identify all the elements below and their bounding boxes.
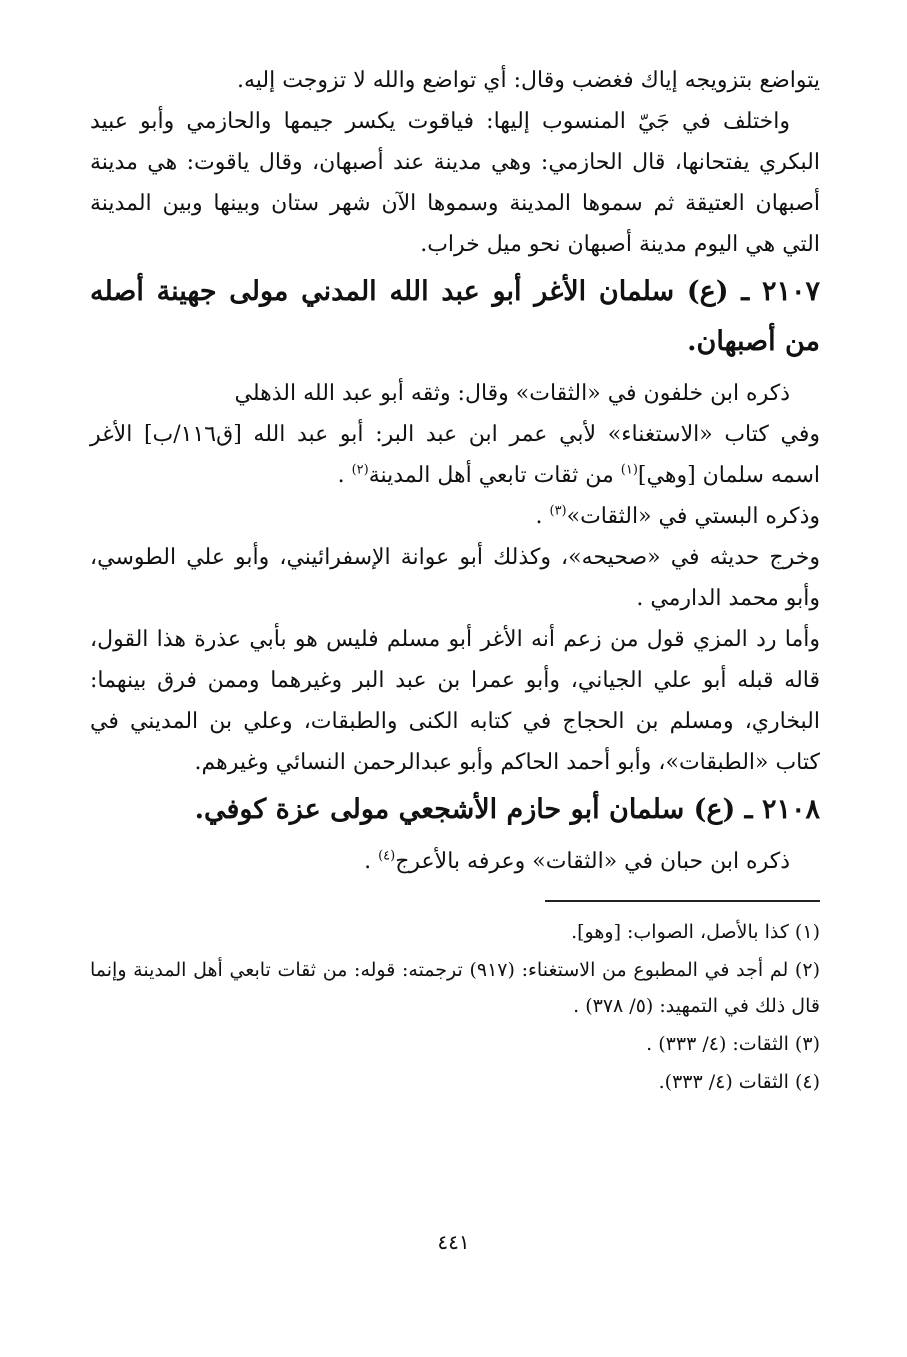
footnote-ref-4: (٤) <box>378 848 396 864</box>
paragraph-sahih: وخرج حديثه في «صحيحه»، وكذلك أبو عوانة الإسفرائيني، وأبو علي الطوسي، وأبو محمد الدارمي . <box>90 545 820 611</box>
istighna-text-a: وفي كتاب «الاستغناء» لأبي عمر ابن عبد البر: أبو عبد الله [ق١١٦/ب] الأغر اسمه سلمان [وهي] <box>90 422 820 488</box>
footnote-ref-2: (٢) <box>351 462 369 478</box>
paragraph-continuation: يتواضع بتزويجه إياك فغضب وقال: أي تواضع والله لا تزوجت إليه. <box>236 68 820 93</box>
paragraph-jay-location: واختلف في جَيّ المنسوب إليها: فياقوت يكسر جيمها والحازمي وأبو عبيد البكري يفتحانها، قال الحازمي: وهي مدينة عند أصبهان، وقال ياقوت: هي مدينة أصبهان العتيقة ثم سموها المدينة وسموها الآن شهر ستان وبينها وبين المدينة التي هي اليوم مدينة أصبهان نحو ميل خراب. <box>90 109 820 257</box>
ibn-hibban-text-a: ذكره ابن حبان في «الثقات» وعرفه بالأعرج <box>395 849 790 874</box>
busti-text-b: . <box>535 504 550 529</box>
paragraph-busti <box>90 496 820 537</box>
footnote-ref-1: (١) <box>620 462 638 478</box>
entry-heading-2107: ٢١٠٧ ـ (ع) سلمان الأغر أبو عبد الله المدني مولى جهينة أصله من أصبهان. <box>90 276 820 357</box>
paragraph-istighna <box>90 414 820 496</box>
footnote-ref-3: (٣) <box>549 503 567 519</box>
footnote-3: (٣) الثقات: (٤/ ٣٣٣) . <box>646 1033 820 1055</box>
paragraph-ibn-hibban <box>90 841 820 882</box>
footnote-divider <box>545 900 820 902</box>
paragraph-ibn-khalfun: ذكره ابن خلفون في «الثقات» وقال: وثقه أبو عبد الله الذهلي <box>234 381 790 406</box>
book-page <box>90 60 820 1320</box>
istighna-text-b: من ثقات تابعي أهل المدينة <box>368 463 621 488</box>
istighna-text-c: . <box>337 463 352 488</box>
page-number: ٤٤١ <box>437 1230 470 1254</box>
ibn-hibban-text-b: . <box>364 849 379 874</box>
footnote-2: (٢) لم أجد في المطبوع من الاستغناء: (٩١٧) ترجمته: قوله: من ثقات تابعي أهل المدينة وإنما قال ذلك في التمهيد: (٥/ ٣٧٨) . <box>90 959 820 1017</box>
paragraph-mizzi: وأما رد المزي قول من زعم أنه الأغر أبو مسلم فليس هو بأبي عذرة هذا القول، قاله قبله أبو علي الجياني، وأبو عمرا بن عبد البر وغيرهما وممن فرق بينهما: البخاري، ومسلم بن الحجاج في كتابه الكنى والطبقات، وعلي بن المديني في كتاب «الطبقات»، وأبو أحمد الحاكم وأبو عبدالرحمن النسائي وغيرهم. <box>90 627 821 775</box>
footnote-1: (١) كذا بالأصل، الصواب: [وهو]. <box>571 921 820 943</box>
footnote-4: (٤) الثقات (٤/ ٣٣٣). <box>658 1071 820 1093</box>
busti-text-a: وذكره البستي في «الثقات» <box>566 504 820 529</box>
entry-heading-2108: ٢١٠٨ ـ (ع) سلمان أبو حازم الأشجعي مولى عزة كوفي. <box>194 794 820 825</box>
